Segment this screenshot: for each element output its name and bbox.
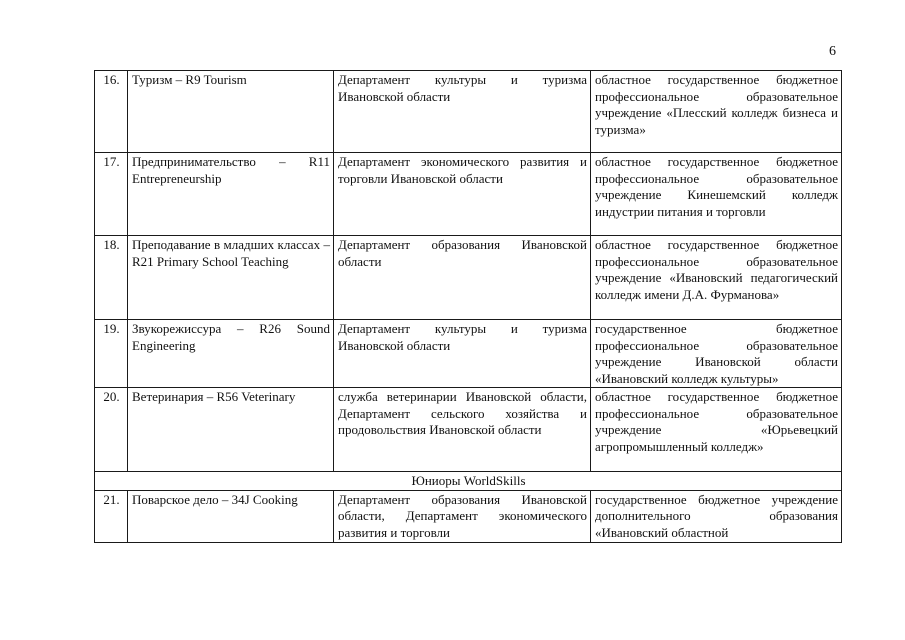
table-row <box>95 490 842 542</box>
department-cell: Департамент культуры и туризма Ивановской области <box>334 320 591 388</box>
department-cell: Департамент экономического развития и торговли Ивановской области <box>334 153 591 236</box>
competency-cell: Туризм – R9 Tourism <box>128 71 334 153</box>
organization-cell: областное государственное бюджетное профессиональное образовательное учреждение «Юрьевецкий агропромышленный колледж» <box>591 388 842 472</box>
section-row <box>95 472 842 491</box>
department-cell: Департамент образования Ивановской области, Департамент экономического развития и торговли <box>334 490 591 542</box>
row-number: 19. <box>95 320 128 388</box>
department-cell: Департамент образования Ивановской области <box>334 236 591 320</box>
table-row <box>95 388 842 472</box>
competency-cell: Преподавание в младших классах – R21 Primary School Teaching <box>128 236 334 320</box>
competency-table <box>94 70 842 543</box>
row-number: 21. <box>95 490 128 542</box>
row-number: 18. <box>95 236 128 320</box>
organization-cell: областное государственное бюджетное профессиональное образовательное учреждение «Ивановский педагогический колледж имени Д.А. Фурманова» <box>591 236 842 320</box>
table-row <box>95 153 842 236</box>
organization-cell: государственное бюджетное учреждение дополнительного образования «Ивановский областной <box>591 490 842 542</box>
table-row <box>95 320 842 388</box>
organization-cell: государственное бюджетное профессиональное образовательное учреждение Ивановской области «Ивановский колледж культуры» <box>591 320 842 388</box>
competency-cell: Предпринимательство – R11 Entrepreneurship <box>128 153 334 236</box>
row-number: 20. <box>95 388 128 472</box>
row-number: 16. <box>95 71 128 153</box>
competency-cell: Ветеринария – R56 Veterinary <box>128 388 334 472</box>
table-row <box>95 236 842 320</box>
table-row <box>95 71 842 153</box>
competency-cell: Звукорежиссура – R26 Sound Engineering <box>128 320 334 388</box>
competency-cell: Поварское дело – 34J Cooking <box>128 490 334 542</box>
organization-cell: областное государственное бюджетное профессиональное образовательное учреждение Кинешемский колледж индустрии питания и торговли <box>591 153 842 236</box>
row-number: 17. <box>95 153 128 236</box>
department-cell: служба ветеринарии Ивановской области, Департамент сельского хозяйства и продовольствия Ивановской области <box>334 388 591 472</box>
section-title: Юниоры WorldSkills <box>95 472 842 491</box>
department-cell: Департамент культуры и туризма Ивановской области <box>334 71 591 153</box>
organization-cell: областное государственное бюджетное профессиональное образовательное учреждение «Плесский колледж бизнеса и туризма» <box>591 71 842 153</box>
page-number: 6 <box>829 44 836 59</box>
